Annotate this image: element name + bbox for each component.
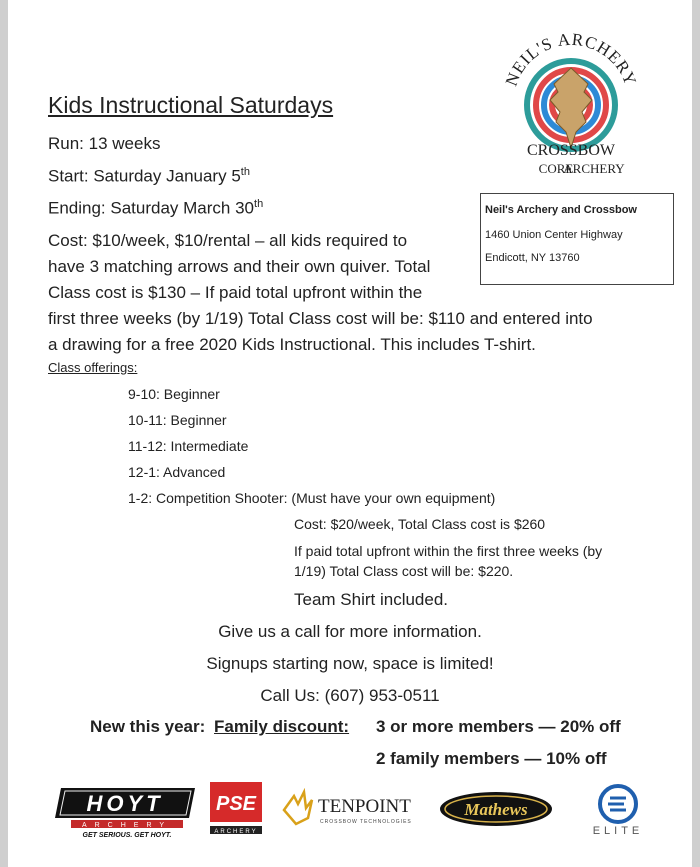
flyer-page: [8, 0, 692, 867]
elite-wordmark: ELITE: [592, 825, 644, 837]
class-item: 1-2: Competition Shooter: (Must have your own equipment): [128, 490, 496, 506]
pse-logo: [208, 782, 264, 838]
hoyt-logo: [53, 782, 203, 840]
logo-top-text: NEIL'S ARCHERY: [501, 29, 641, 89]
start-text: [48, 166, 250, 187]
run-text: Run: 13 weeks: [48, 134, 161, 153]
family-discount-label: Family discount:: [214, 717, 350, 736]
new-this-year-label: New this year:: [90, 717, 206, 736]
address-name: Neil's Archery and Crossbow: [485, 204, 637, 216]
pse-wordmark: PSE: [215, 793, 257, 815]
hoyt-wordmark: HOYT: [86, 791, 164, 816]
class-item: 9-10: Beginner: [128, 386, 220, 402]
competition-upfront-line: 1/19) Total Class cost will be: $220.: [294, 563, 514, 579]
class-item: 10-11: Beginner: [128, 412, 227, 428]
tenpoint-sub: CROSSBOW TECHNOLOGIES: [320, 819, 412, 825]
discount-two-members: 2 family members — 10% off: [376, 749, 607, 768]
cost-line: Cost: $10/week, $10/rental – all kids required to: [48, 231, 408, 250]
brand-logos-row: [8, 780, 692, 840]
cost-paragraph: [48, 228, 688, 358]
start-date: Start: Saturday January 5: [48, 166, 241, 186]
signups-text: Signups starting now, space is limited!: [206, 654, 494, 673]
logo-archery-text: ARCHERY: [563, 161, 625, 176]
competition-upfront-line: If paid total upfront within the first three weeks (by: [294, 543, 603, 559]
page-title: Kids Instructional Saturdays: [48, 92, 334, 118]
new-this-year-line: [90, 717, 349, 737]
hoyt-sub: ARCHERY: [81, 822, 173, 829]
cost-line: have 3 matching arrows and their own quiver. Total: [48, 257, 431, 276]
cost-line: Class cost is $130 – If paid total upfront within the: [48, 283, 423, 302]
tenpoint-wordmark: TENPOINT: [318, 796, 411, 817]
address-street: 1460 Union Center Highway: [485, 229, 623, 241]
cost-line: first three weeks (by 1/19) Total Class cost will be: $110 and entered into: [48, 309, 593, 328]
call-info-text: Give us a call for more information.: [218, 622, 482, 641]
class-item: 12-1: Advanced: [128, 464, 226, 480]
call-us-text: Call Us: (607) 953-0511: [260, 686, 440, 705]
discount-three-members: 3 or more members — 20% off: [376, 717, 621, 736]
pse-sub: ARCHERY: [214, 829, 258, 835]
ending-text: [48, 198, 263, 219]
hoyt-tagline: GET SERIOUS. GET HOYT.: [82, 832, 172, 839]
team-shirt-text: Team Shirt included.: [294, 590, 449, 609]
logo-crossbow-text: CROSSBOW: [526, 142, 616, 159]
logo-core-text: CORE: [538, 161, 574, 176]
mathews-logo: [436, 788, 556, 830]
neils-archery-logo: [496, 20, 646, 190]
competition-cost: Cost: $20/week, Total Class cost is $260: [294, 516, 546, 532]
mathews-wordmark: Mathews: [464, 800, 528, 819]
cost-line: a drawing for a free 2020 Kids Instructional. This includes T-shirt.: [48, 335, 536, 354]
tenpoint-logo: [278, 788, 428, 832]
address-city: Endicott, NY 13760: [485, 252, 580, 264]
class-offerings-label: Class offerings:: [48, 360, 138, 375]
ending-date-suffix: th: [254, 198, 264, 210]
class-item: 11-12: Intermediate: [128, 438, 249, 454]
ending-date: Ending: Saturday March 30: [48, 198, 255, 218]
start-date-suffix: th: [240, 166, 250, 178]
elite-logo: [578, 784, 658, 838]
